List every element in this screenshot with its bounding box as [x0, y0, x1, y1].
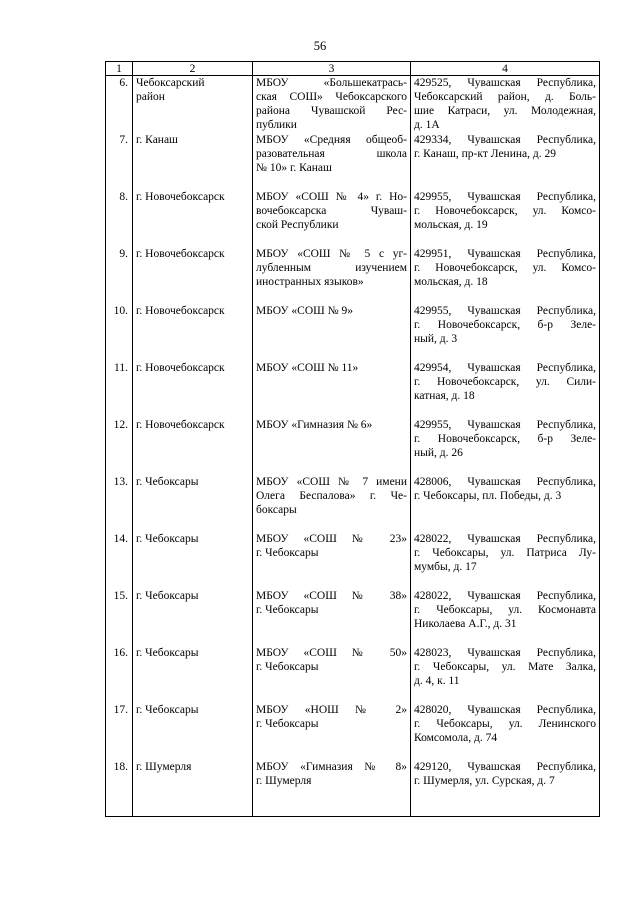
school-line: иностранных языков» — [256, 275, 364, 288]
place-line: г. Новочебоксарск — [136, 247, 225, 260]
row-number: 14. — [106, 532, 133, 589]
place-line: г. Чебоксары — [136, 475, 199, 488]
address-line: г. Новочебоксарск, ул. Сили- — [414, 375, 596, 388]
table-row — [106, 247, 600, 304]
place-line: г. Канаш — [136, 133, 178, 146]
address-line: ный, д. 26 — [414, 446, 463, 459]
school-line: МБОУ «СОШ № 7 имени — [256, 475, 407, 488]
school-name-cell — [253, 304, 411, 361]
place-line: г. Новочебоксарск — [136, 190, 225, 203]
address-line: мольская, д. 19 — [414, 218, 488, 231]
address-cell — [411, 760, 600, 817]
table-body — [106, 76, 600, 817]
municipality-cell — [133, 760, 253, 817]
school-line: МБОУ «Большекатрась- — [256, 77, 407, 89]
row-number: 6. — [106, 76, 133, 133]
place-line: г. Чебоксары — [136, 589, 199, 602]
row-number: 10. — [106, 304, 133, 361]
column-header: 1 — [106, 62, 133, 76]
address-line: г. Новочебоксарск, ул. Комсо- — [414, 204, 596, 217]
table-row — [106, 76, 600, 133]
school-line: МБОУ «Гимназия № 6» — [256, 418, 373, 431]
municipality-cell — [133, 190, 253, 247]
place-line: г. Чебоксары — [136, 703, 199, 716]
address-line: Комсомола, д. 74 — [414, 731, 498, 744]
address-line: г. Новочебоксарск, б-р Зеле- — [414, 432, 596, 445]
table-row — [106, 190, 600, 247]
address-line: Чебоксарский район, д. Боль- — [414, 91, 596, 103]
address-cell — [411, 361, 600, 418]
table-row — [106, 760, 600, 817]
address-cell — [411, 532, 600, 589]
table-row — [106, 532, 600, 589]
school-line: МБОУ «СОШ № 9» — [256, 304, 353, 317]
address-line: Николаева А.Г., д. 31 — [414, 617, 517, 630]
place-line: г. Чебоксары — [136, 532, 199, 545]
school-name-cell — [253, 589, 411, 646]
school-line: МБОУ «СОШ № 38» — [256, 589, 407, 602]
address-cell — [411, 76, 600, 133]
municipality-cell — [133, 133, 253, 190]
address-line: г. Новочебоксарск, б-р Зеле- — [414, 318, 596, 331]
school-line: разовательная школа — [256, 147, 407, 160]
row-number: 17. — [106, 703, 133, 760]
school-line: МБОУ «СОШ № 23» — [256, 532, 407, 545]
address-line: г. Новочебоксарск, ул. Комсо- — [414, 261, 596, 274]
table-row — [106, 418, 600, 475]
place-line: г. Новочебоксарск — [136, 418, 225, 431]
address-line: г. Чебоксары, ул. Ленинского — [414, 717, 596, 730]
municipality-cell — [133, 532, 253, 589]
address-line: ный, д. 3 — [414, 332, 458, 345]
school-line: г. Чебоксары — [256, 717, 319, 730]
page-number: 56 — [313, 39, 327, 53]
address-line: 429955, Чувашская Республика, — [414, 418, 596, 431]
school-line: МБОУ «Средняя общеоб- — [256, 133, 407, 146]
address-cell — [411, 646, 600, 703]
school-line: лубленным изучением — [256, 261, 407, 274]
municipality-cell — [133, 361, 253, 418]
school-line: МБОУ «НОШ № 2» — [256, 703, 407, 716]
school-name-cell — [253, 646, 411, 703]
school-line: боксары — [256, 503, 297, 516]
address-cell — [411, 703, 600, 760]
school-line: района Чувашской Рес- — [256, 105, 407, 117]
row-number: 15. — [106, 589, 133, 646]
address-line: 429334, Чувашская Республика, — [414, 133, 596, 146]
school-line: г. Чебоксары — [256, 603, 319, 616]
row-number: 18. — [106, 760, 133, 817]
school-line: г. Чебоксары — [256, 546, 319, 559]
address-line: д. 1А — [414, 119, 440, 131]
address-line: г. Чебоксары, ул. Мате Залка, — [414, 660, 596, 673]
address-line: шие Катраси, ул. Молодежная, — [414, 105, 596, 117]
school-name-cell — [253, 133, 411, 190]
table-header-row — [106, 62, 600, 76]
table-row — [106, 703, 600, 760]
municipality-cell — [133, 475, 253, 532]
table-row — [106, 133, 600, 190]
municipality-cell — [133, 76, 253, 133]
address-cell — [411, 418, 600, 475]
address-line: мольская, д. 18 — [414, 275, 488, 288]
address-line: катная, д. 18 — [414, 389, 475, 402]
place-line: район — [136, 91, 165, 103]
address-line: 428020, Чувашская Республика, — [414, 703, 596, 716]
school-line: г. Шумерля — [256, 774, 312, 787]
address-line: г. Канаш, пр-кт Ленина, д. 29 — [414, 147, 556, 160]
place-line: г. Чебоксары — [136, 646, 199, 659]
column-header: 3 — [253, 62, 411, 76]
column-header: 4 — [411, 62, 600, 76]
municipality-cell — [133, 304, 253, 361]
address-line: г. Чебоксары, пл. Победы, д. 3 — [414, 489, 562, 502]
municipality-cell — [133, 247, 253, 304]
column-header: 2 — [133, 62, 253, 76]
row-number: 12. — [106, 418, 133, 475]
municipality-cell — [133, 703, 253, 760]
address-line: 429951, Чувашская Республика, — [414, 247, 596, 260]
address-line: 429954, Чувашская Республика, — [414, 361, 596, 374]
row-number: 16. — [106, 646, 133, 703]
address-line: 428022, Чувашская Республика, — [414, 589, 596, 602]
table-row — [106, 361, 600, 418]
schools-table — [105, 61, 600, 817]
school-line: МБОУ «СОШ № 11» — [256, 361, 359, 374]
address-cell — [411, 190, 600, 247]
school-line: № 10» г. Канаш — [256, 161, 332, 174]
school-line: МБОУ «СОШ № 4» г. Но- — [256, 190, 407, 203]
row-number: 9. — [106, 247, 133, 304]
place-line: г. Шумерля — [136, 760, 192, 773]
municipality-cell — [133, 418, 253, 475]
school-line: публики — [256, 119, 297, 131]
school-line: г. Чебоксары — [256, 660, 319, 673]
school-line: МБОУ «СОШ № 5 с уг- — [256, 247, 407, 260]
address-line: д. 4, к. 11 — [414, 674, 460, 687]
address-line: 429955, Чувашская Республика, — [414, 304, 596, 317]
school-line: МБОУ «Гимназия № 8» — [256, 760, 407, 773]
table-row — [106, 646, 600, 703]
address-cell — [411, 304, 600, 361]
row-number: 13. — [106, 475, 133, 532]
address-line: г. Чебоксары, ул. Космонавта — [414, 603, 596, 616]
address-line: мумбы, д. 17 — [414, 560, 477, 573]
table-row — [106, 475, 600, 532]
address-cell — [411, 475, 600, 532]
row-number: 7. — [106, 133, 133, 190]
table-row — [106, 304, 600, 361]
place-line: г. Новочебоксарск — [136, 304, 225, 317]
address-cell — [411, 247, 600, 304]
municipality-cell — [133, 646, 253, 703]
school-name-cell — [253, 532, 411, 589]
school-name-cell — [253, 418, 411, 475]
school-name-cell — [253, 760, 411, 817]
address-line: 429120, Чувашская Республика, — [414, 760, 596, 773]
address-line: г. Чебоксары, ул. Патриса Лу- — [414, 546, 596, 559]
school-line: вочебоксарска Чуваш- — [256, 204, 407, 217]
municipality-cell — [133, 589, 253, 646]
school-name-cell — [253, 475, 411, 532]
school-name-cell — [253, 190, 411, 247]
school-name-cell — [253, 247, 411, 304]
school-line: ская СОШ» Чебоксарского — [256, 91, 407, 103]
school-name-cell — [253, 703, 411, 760]
row-number: 11. — [106, 361, 133, 418]
school-line: Олега Беспалова» г. Че- — [256, 489, 407, 502]
table-row — [106, 589, 600, 646]
place-line: г. Новочебоксарск — [136, 361, 225, 374]
school-name-cell — [253, 361, 411, 418]
school-name-cell — [253, 76, 411, 133]
address-line: 429525, Чувашская Республика, — [414, 77, 596, 89]
address-line: 428022, Чувашская Республика, — [414, 532, 596, 545]
address-cell — [411, 589, 600, 646]
school-line: МБОУ «СОШ № 50» — [256, 646, 407, 659]
address-line: 428006, Чувашская Республика, — [414, 475, 596, 488]
place-line: Чебоксарский — [136, 77, 205, 89]
address-line: г. Шумерля, ул. Сурская, д. 7 — [414, 774, 555, 787]
address-line: 429955, Чувашская Республика, — [414, 190, 596, 203]
address-line: 428023, Чувашская Республика, — [414, 646, 596, 659]
address-cell — [411, 133, 600, 190]
row-number: 8. — [106, 190, 133, 247]
school-line: ской Республики — [256, 218, 339, 231]
